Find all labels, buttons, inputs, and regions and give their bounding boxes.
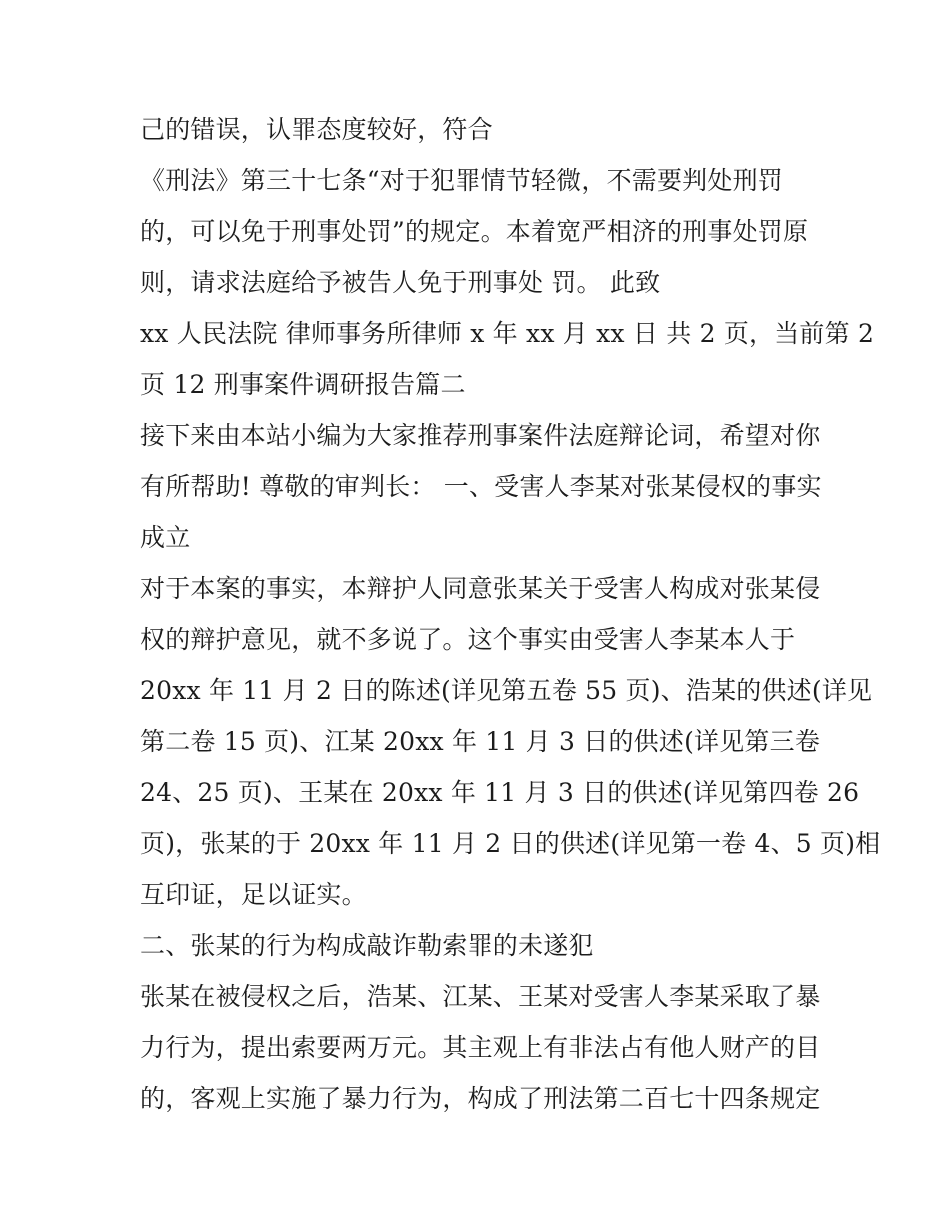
text-line: 页)，张某的于 20xx 年 11 月 2 日的供述(详见第一卷 4、5 页)相 bbox=[140, 829, 881, 858]
text-line: 权的辩护意见，就不多说了。这个事实由受害人李某本人于 bbox=[140, 625, 796, 654]
text-line: 己的错误，认罪态度较好，符合 bbox=[140, 115, 493, 144]
text-line: 的，可以免于刑事处罚”的规定。本着宽严相济的刑事处罚原 bbox=[140, 217, 809, 246]
text-line: xx 人民法院 律师事务所律师 x 年 xx 月 xx 日 共 2 页，当前第 2 bbox=[140, 319, 875, 348]
text-line: 成立 bbox=[140, 523, 191, 552]
text-line: 互印证，足以证实。 bbox=[140, 880, 367, 909]
body-text bbox=[140, 104, 881, 1124]
text-line: 有所帮助! 尊敬的审判长： 一、受害人李某对张某侵权的事实 bbox=[140, 472, 822, 501]
text-line: 20xx 年 11 月 2 日的陈述(详见第五卷 55 页)、浩某的供述(详见 bbox=[140, 676, 873, 705]
text-line: 的，客观上实施了暴力行为，构成了刑法第二百七十四条规定 bbox=[140, 1084, 821, 1113]
text-line: 第二卷 15 页)、江某 20xx 年 11 月 3 日的供述(详见第三卷 bbox=[140, 727, 821, 756]
text-line: 《刑法》第三十七条“对于犯罪情节轻微，不需要判处刑罚 bbox=[140, 166, 783, 195]
text-line: 24、25 页)、王某在 20xx 年 11 月 3 日的供述(详见第四卷 26 bbox=[140, 778, 860, 807]
text-line: 接下来由本站小编为大家推荐刑事案件法庭辩论词，希望对你 bbox=[140, 421, 821, 450]
text-line: 页 12 刑事案件调研报告篇二 bbox=[140, 370, 466, 399]
text-line: 力行为，提出索要两万元。其主观上有非法占有他人财产的目 bbox=[140, 1033, 821, 1062]
text-line: 则，请求法庭给予被告人免于刑事处 罚。 此致 bbox=[140, 268, 661, 297]
text-line: 张某在被侵权之后，浩某、江某、王某对受害人李某采取了暴 bbox=[140, 982, 821, 1011]
text-line: 对于本案的事实，本辩护人同意张某关于受害人构成对张某侵 bbox=[140, 574, 821, 603]
section-heading: 二、张某的行为构成敲诈勒索罪的未遂犯 bbox=[140, 931, 594, 960]
